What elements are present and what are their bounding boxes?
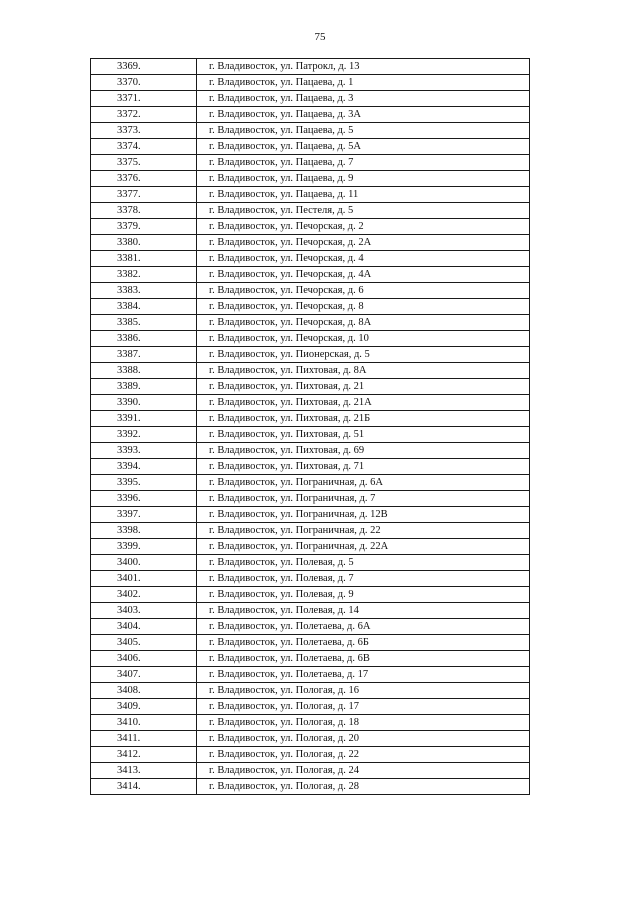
table-row [91, 683, 530, 699]
table-row [91, 635, 530, 651]
address-cell: г. Владивосток, ул. Полевая, д. 9 [197, 587, 530, 603]
table-row [91, 155, 530, 171]
row-number-cell: 3375. [91, 155, 197, 171]
row-number-cell: 3382. [91, 267, 197, 283]
table-row [91, 539, 530, 555]
table-row [91, 379, 530, 395]
table-row [91, 139, 530, 155]
row-number-cell: 3397. [91, 507, 197, 523]
row-number-cell: 3409. [91, 699, 197, 715]
address-cell: г. Владивосток, ул. Полевая, д. 14 [197, 603, 530, 619]
row-number-cell: 3390. [91, 395, 197, 411]
table-row [91, 283, 530, 299]
row-number-cell: 3399. [91, 539, 197, 555]
address-cell: г. Владивосток, ул. Пограничная, д. 12В [197, 507, 530, 523]
table-row [91, 219, 530, 235]
row-number-cell: 3401. [91, 571, 197, 587]
address-cell: г. Владивосток, ул. Пологая, д. 16 [197, 683, 530, 699]
table-row [91, 251, 530, 267]
address-cell: г. Владивосток, ул. Патрокл, д. 13 [197, 59, 530, 75]
table-row [91, 427, 530, 443]
table-row [91, 603, 530, 619]
row-number-cell: 3380. [91, 235, 197, 251]
row-number-cell: 3392. [91, 427, 197, 443]
address-cell: г. Владивосток, ул. Пограничная, д. 7 [197, 491, 530, 507]
table-row [91, 91, 530, 107]
address-cell: г. Владивосток, ул. Печорская, д. 2А [197, 235, 530, 251]
address-cell: г. Владивосток, ул. Пихтовая, д. 21А [197, 395, 530, 411]
address-cell: г. Владивосток, ул. Пихтовая, д. 51 [197, 427, 530, 443]
address-cell: г. Владивосток, ул. Пацаева, д. 3 [197, 91, 530, 107]
address-cell: г. Владивосток, ул. Полетаева, д. 6А [197, 619, 530, 635]
row-number-cell: 3404. [91, 619, 197, 635]
row-number-cell: 3372. [91, 107, 197, 123]
table-row [91, 171, 530, 187]
table-row [91, 763, 530, 779]
row-number-cell: 3402. [91, 587, 197, 603]
table-row [91, 363, 530, 379]
table-row [91, 491, 530, 507]
row-number-cell: 3377. [91, 187, 197, 203]
address-cell: г. Владивосток, ул. Печорская, д. 10 [197, 331, 530, 347]
address-cell: г. Владивосток, ул. Пограничная, д. 22А [197, 539, 530, 555]
address-cell: г. Владивосток, ул. Пограничная, д. 22 [197, 523, 530, 539]
row-number-cell: 3405. [91, 635, 197, 651]
address-cell: г. Владивосток, ул. Пихтовая, д. 71 [197, 459, 530, 475]
table-row [91, 779, 530, 795]
address-cell: г. Владивосток, ул. Пихтовая, д. 21Б [197, 411, 530, 427]
row-number-cell: 3391. [91, 411, 197, 427]
table-row [91, 731, 530, 747]
address-cell: г. Владивосток, ул. Полетаева, д. 6В [197, 651, 530, 667]
address-cell: г. Владивосток, ул. Пологая, д. 24 [197, 763, 530, 779]
row-number-cell: 3408. [91, 683, 197, 699]
address-table-body [91, 59, 530, 795]
row-number-cell: 3386. [91, 331, 197, 347]
table-row [91, 619, 530, 635]
table-row [91, 299, 530, 315]
row-number-cell: 3412. [91, 747, 197, 763]
row-number-cell: 3406. [91, 651, 197, 667]
address-cell: г. Владивосток, ул. Пацаева, д. 1 [197, 75, 530, 91]
table-row [91, 587, 530, 603]
address-cell: г. Владивосток, ул. Пацаева, д. 5А [197, 139, 530, 155]
table-row [91, 571, 530, 587]
row-number-cell: 3378. [91, 203, 197, 219]
address-cell: г. Владивосток, ул. Полевая, д. 7 [197, 571, 530, 587]
row-number-cell: 3414. [91, 779, 197, 795]
row-number-cell: 3400. [91, 555, 197, 571]
address-cell: г. Владивосток, ул. Полетаева, д. 17 [197, 667, 530, 683]
table-row [91, 347, 530, 363]
row-number-cell: 3407. [91, 667, 197, 683]
address-cell: г. Владивосток, ул. Печорская, д. 4 [197, 251, 530, 267]
table-row [91, 235, 530, 251]
table-row [91, 187, 530, 203]
table-row [91, 507, 530, 523]
row-number-cell: 3413. [91, 763, 197, 779]
address-cell: г. Владивосток, ул. Пихтовая, д. 69 [197, 443, 530, 459]
row-number-cell: 3371. [91, 91, 197, 107]
row-number-cell: 3395. [91, 475, 197, 491]
row-number-cell: 3384. [91, 299, 197, 315]
table-row [91, 651, 530, 667]
table-row [91, 555, 530, 571]
row-number-cell: 3394. [91, 459, 197, 475]
address-cell: г. Владивосток, ул. Печорская, д. 6 [197, 283, 530, 299]
table-row [91, 747, 530, 763]
table-row [91, 59, 530, 75]
row-number-cell: 3388. [91, 363, 197, 379]
table-row [91, 475, 530, 491]
address-table [90, 58, 530, 795]
address-cell: г. Владивосток, ул. Пологая, д. 28 [197, 779, 530, 795]
row-number-cell: 3403. [91, 603, 197, 619]
address-cell: г. Владивосток, ул. Пологая, д. 17 [197, 699, 530, 715]
address-cell: г. Владивосток, ул. Печорская, д. 2 [197, 219, 530, 235]
table-row [91, 107, 530, 123]
table-row [91, 699, 530, 715]
address-cell: г. Владивосток, ул. Пацаева, д. 5 [197, 123, 530, 139]
table-row [91, 123, 530, 139]
address-cell: г. Владивосток, ул. Пестеля, д. 5 [197, 203, 530, 219]
address-cell: г. Владивосток, ул. Печорская, д. 8А [197, 315, 530, 331]
page-number: 75 [314, 31, 326, 43]
row-number-cell: 3387. [91, 347, 197, 363]
table-row [91, 459, 530, 475]
address-cell: г. Владивосток, ул. Пихтовая, д. 21 [197, 379, 530, 395]
address-cell: г. Владивосток, ул. Печорская, д. 8 [197, 299, 530, 315]
row-number-cell: 3373. [91, 123, 197, 139]
table-row [91, 411, 530, 427]
row-number-cell: 3411. [91, 731, 197, 747]
address-cell: г. Владивосток, ул. Пологая, д. 22 [197, 747, 530, 763]
address-cell: г. Владивосток, ул. Печорская, д. 4А [197, 267, 530, 283]
table-row [91, 203, 530, 219]
address-cell: г. Владивосток, ул. Пацаева, д. 9 [197, 171, 530, 187]
address-cell: г. Владивосток, ул. Пацаева, д. 7 [197, 155, 530, 171]
row-number-cell: 3396. [91, 491, 197, 507]
row-number-cell: 3389. [91, 379, 197, 395]
row-number-cell: 3374. [91, 139, 197, 155]
row-number-cell: 3379. [91, 219, 197, 235]
address-cell: г. Владивосток, ул. Пацаева, д. 11 [197, 187, 530, 203]
table-row [91, 667, 530, 683]
address-cell: г. Владивосток, ул. Пионерская, д. 5 [197, 347, 530, 363]
row-number-cell: 3381. [91, 251, 197, 267]
table-row [91, 523, 530, 539]
row-number-cell: 3383. [91, 283, 197, 299]
row-number-cell: 3410. [91, 715, 197, 731]
address-cell: г. Владивосток, ул. Пологая, д. 18 [197, 715, 530, 731]
table-row [91, 443, 530, 459]
address-cell: г. Владивосток, ул. Пологая, д. 20 [197, 731, 530, 747]
row-number-cell: 3398. [91, 523, 197, 539]
row-number-cell: 3370. [91, 75, 197, 91]
row-number-cell: 3376. [91, 171, 197, 187]
row-number-cell: 3393. [91, 443, 197, 459]
table-row [91, 331, 530, 347]
address-cell: г. Владивосток, ул. Пограничная, д. 6А [197, 475, 530, 491]
row-number-cell: 3385. [91, 315, 197, 331]
address-cell: г. Владивосток, ул. Пихтовая, д. 8А [197, 363, 530, 379]
table-row [91, 395, 530, 411]
address-cell: г. Владивосток, ул. Полетаева, д. 6Б [197, 635, 530, 651]
address-cell: г. Владивосток, ул. Пацаева, д. 3А [197, 107, 530, 123]
row-number-cell: 3369. [91, 59, 197, 75]
table-row [91, 267, 530, 283]
table-row [91, 715, 530, 731]
table-row [91, 75, 530, 91]
table-row [91, 315, 530, 331]
address-cell: г. Владивосток, ул. Полевая, д. 5 [197, 555, 530, 571]
